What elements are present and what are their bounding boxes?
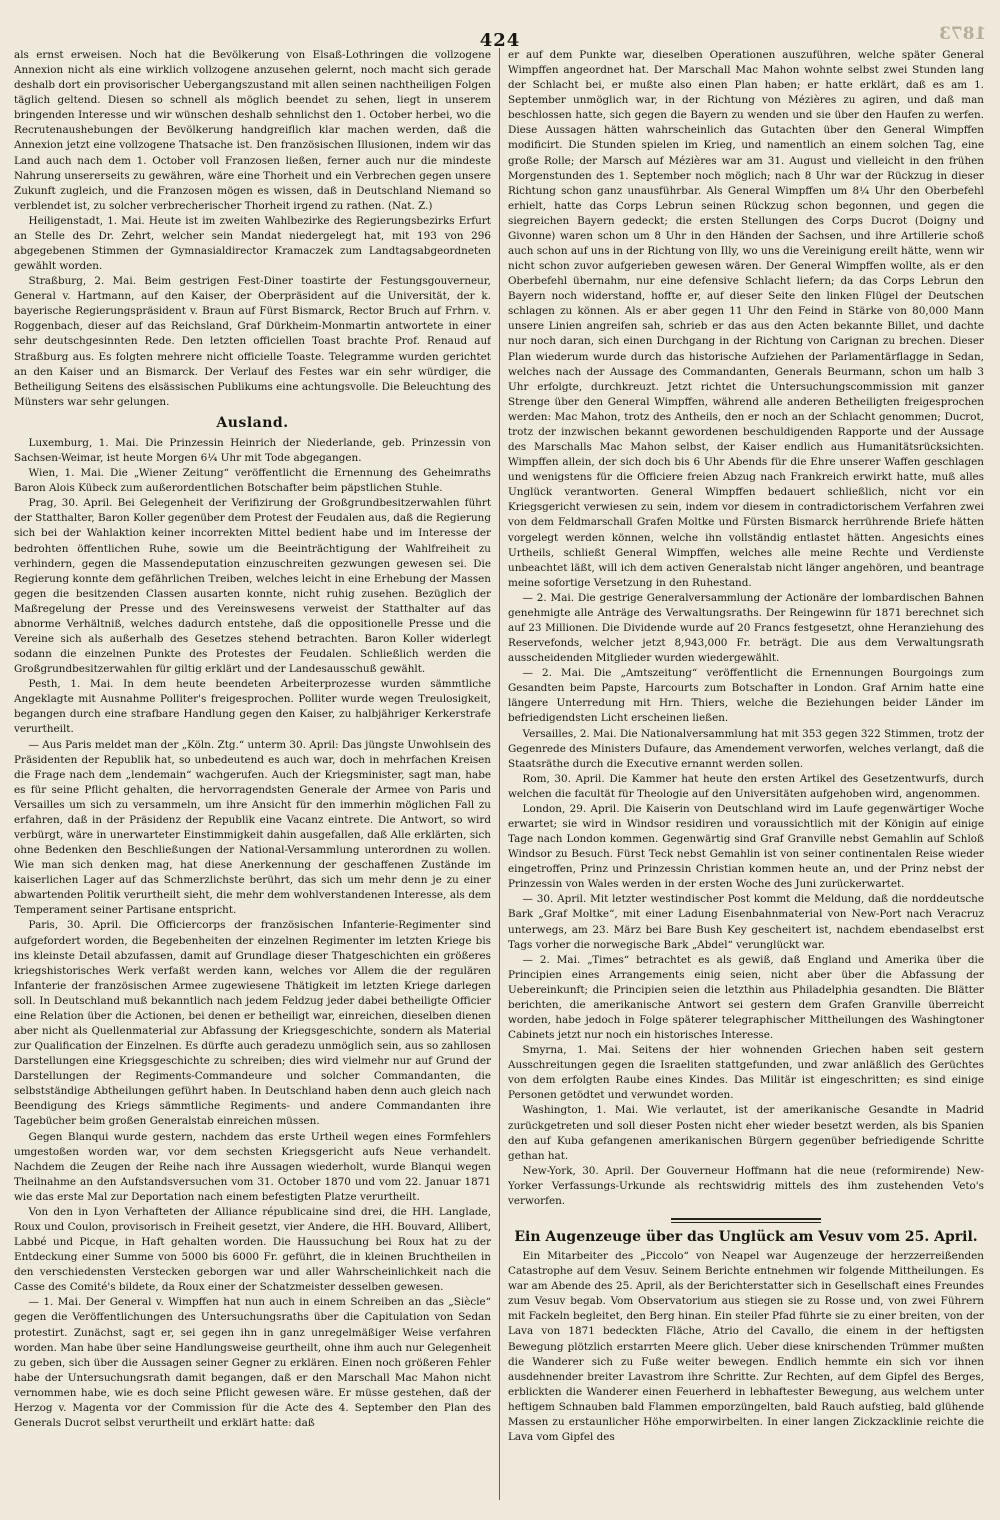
right-column	[508, 48, 984, 1500]
left-column	[14, 48, 491, 1500]
news-paragraph: Luxemburg, 1. Mai. Die Prinzessin Heinrich der Niederlande, geb. Prinzessin von Sachsen-Weimar, ist heute Morgen 6¼ Uhr mit Tode abgegangen.	[14, 436, 491, 465]
news-paragraph: Gegen Blanqui wurde gestern, nachdem das erste Urtheil wegen eines Formfehlers umgestoßen worden war, vor dem sechsten Kriegsgericht aufs Neue verhandelt. Nachdem die Zeugen der Reihe nach ihre Aussagen wiederholt, wurde Blanqui wegen Theilnahme an den Aufstandsversuchen vom 31. October 1870 und vom 22. Januar 1871 wie das erste Mal zur Deportation nach einem befestigten Platze verurtheilt.	[14, 1130, 491, 1203]
news-paragraph: Prag, 30. April. Bei Gelegenheit der Verifizirung der Großgrundbesitzerwahlen führt der Statthalter, Baron Koller gegenüber dem Protest der Feudalen aus, daß die Regierung sich bei der Wahlaktion keiner incorrekten Mittel bedient habe und im Interesse der bedrohten öffentlichen Ruhe, sowie um die Beeinträchtigung der Wahlfreiheit zu verhindern, gegen die Massendeputation einzuschreiten gezwungen gewesen sei. Die Regierung konnte dem gefährlichen Treiben, welches leicht in eine Erhebung der Massen gegen die besitzenden Classen ausarten konnte, nicht ruhig zusehen. Bezüglich der Maßregelung der Presse und des Vereinswesens verweist der Statthalter auf das abnorme Verhältniß, welches dadurch entstehe, daß die oppositionelle Presse und die Vereine sich als außerhalb des Gesetzes stehend betrachten. Baron Koller widerlegt sodann die einzelnen Punkte des Protestes der Feudalen. Schließlich werden die Großgrundbesitzerwahlen für giltig erklärt und der Landesausschuß gewählt.	[14, 497, 491, 676]
news-paragraph: Versailles, 2. Mai. Die Nationalversammlung hat mit 353 gegen 322 Stimmen, trotz der Gegenrede des Ministers Dufaure, das Amendement verworfen, welches verlangt, daß die Staatsräthe durch die Executive ernannt werden sollen.	[508, 727, 984, 770]
news-paragraph: Smyrna, 1. Mai. Seitens der hier wohnenden Griechen haben seit gestern Ausschreitungen gegen die Israeliten stattgefunden, und zwar anläßlich des Gerüchtes von dem erfolgten Raube eines Kindes. Das Militär ist eingeschritten; es sind einige Personen getödtet und verwundet worden.	[508, 1044, 984, 1102]
news-paragraph: Von den in Lyon Verhafteten der Alliance républicaine sind drei, die HH. Langlade, Roux und Coulon, provisorisch in Freiheit gesetzt, vier Andere, die HH. Bouvard, Allibert, Labbé und Picque, in Haft gehalten worden. Die Haussuchung bei Roux hat zu der Entdeckung einer Summe von 5000 bis 6000 Fr. geführt, die in kleinen Bruchtheilen in den verschiedensten Verstecken geborgen war und aller Wahrscheinlichkeit nach die Casse des Comité's bildete, da Roux einer der Schatzmeister desselben gewesen.	[14, 1205, 491, 1294]
news-paragraph: Wien, 1. Mai. Die „Wiener Zeitung“ veröffentlicht die Ernennung des Geheimraths Baron Alois Kübeck zum außerordentlichen Botschafter beim päpstlichen Stuhle.	[14, 467, 491, 495]
news-paragraph: Ein Mitarbeiter des „Piccolo“ von Neapel war Augenzeuge der herzzerreißenden Catastrophe auf dem Vesuv. Seinem Berichte entnehmen wir folgende Mittheilungen. Es war am Abende des 25. April, als der Berichterstatter sich in Gesellschaft eines Freundes zum Vesuv begab. Vom Observatorium aus stiegen sie zu Rosse und, von zwei Führern mit Fackeln begleitet, den Berg hinan. Ein steiler Pfad führte sie zu einer breiten, von der Lava von 1871 bedeckten Fläche, Atrio del Cavallo, die einem in der heftigsten Bewegung plötzlich erstarrten Meere glich. Ueber diese knirschenden Trümmer mußten die Wanderer sich zu Fuße weiter bewegen. Endlich hemmte ein sich vor ihnen ausdehnender breiter Lavastrom ihre Schritte. Zur Rechten, auf dem Gipfel des Berges, erblickten die Wanderer einen Feuerherd in lebhaftester Bewegung, aus welchem unter heftigem Schnauben bald Flammen emporzüngelten, bald Rauch aufstieg, bald glühende Massen zu erstaunlicher Höhe emporwirbelten. In einer langen Zickzacklinie reichte die Lava vom Gipfel des	[508, 1250, 984, 1444]
news-paragraph: London, 29. April. Die Kaiserin von Deutschland wird im Laufe gegenwärtiger Woche erwartet; sie wird in Windsor residiren und voraussichtlich mit der Königin auf einige Tage nach London kommen. Gegenwärtig sind Graf Granville nebst Gemahlin auf Schloß Windsor zu Besuch. Fürst Teck nebst Gemahlin ist von seiner continentalen Reise wieder eingetroffen, Prinz und Prinzessin Christian kommen heute an, und der Prinz nebst der Prinzessin von Wales werden in der ersten Woche des Juni zurückerwartet.	[508, 802, 984, 891]
bleed-through-text: 1873	[938, 24, 986, 44]
column-divider	[499, 48, 500, 1500]
news-paragraph: — Aus Paris meldet man der „Köln. Ztg.“ unterm 30. April: Das jüngste Unwohlsein des Präsidenten der Republik hat, so unbedeutend es auch war, doch in mehrfachen Kreisen die Frage nach dem „lendemain“ wachgerufen. Auch der Kriegsminister, sagt man, habe es für seine Pflicht gehalten, die hervorragendsten Generale der Armee von Paris und Versailles um sich zu versammeln, um ihre Ansicht für den immerhin möglichen Fall zu erfahren, daß in der Präsidenz der Republik eine Vacanz eintrete. Die Antwort, so wird verbürgt, wäre in unerwarteter Einstimmigkeit dahin ausgefallen, daß Alle erklärten, sich ohne Bedenken den Beschließungen der National-Versammlung unterordnen zu wollen. Wie man sich denken mag, hat diese Anerkennung der geschaffenen Zustände im kaiserlichen Lager auf das Schmerzlichste berührt, das sich um mehr denn je zu einer abwartenden Politik verurtheilt sieht, die mehr dem wohlverstandenen Interesse, als dem Temperament seiner Partisane entspricht.	[14, 738, 491, 917]
news-paragraph: Pesth, 1. Mai. In dem heute beendeten Arbeiterprozesse wurden sämmtliche Angeklagte mit Ausnahme Polliter's freigesprochen. Polliter wurde wegen Treulosigkeit, begangen durch eine strafbare Handlung gegen den Kaiser, zu halbjähriger Kerkerstrafe verurtheilt.	[14, 678, 491, 736]
news-paragraph: er auf dem Punkte war, dieselben Operationen auszuführen, welche später General Wimpffen angeordnet hat. Der Marschall Mac Mahon wohnte selbst zwei Stunden lang der Schlacht bei, er mußte also einen Plan haben; er hatte erklärt, daß es am 1. September unmöglich war, in der Richtung von Mézières zu agiren, und daß man beschlossen hatte, sich gegen die Bayern zu wenden und sie über den Haufen zu werfen. Diese Aussagen hätten wahrscheinlich das Gutachten über den General Wimpffen modificirt. Die Stunden spielen im Krieg, und namentlich an einem solchen Tag, eine große Rolle; der Marsch auf Mézières war am 31. August und vielleicht in den frühen Morgenstunden des 1. September noch möglich; nach 8 Uhr war der Rückzug in dieser Richtung schon ganz unausführbar. Als General Wimpffen um 8¼ Uhr den Oberbefehl erhielt, hatte das Corps Lebrun seinen Rückzug schon begonnen, und gegen die siegreichen Bayern gedeckt; die ersten Stellungen des Corps Ducrot (Doigny und Givonne) waren schon um 8 Uhr in den Händen der Sachsen, und ihre Artillerie schoß auch schon auf uns in der Richtung von Illy, wo uns die Vereinigung ereilt hätte, wenn wir nicht schon zuvor aufgerieben gewesen wären. Der General Wimpffen wollte, als er den Oberbefehl übernahm, nur eine defensive Schlacht liefern; da das Corps Lebrun den Bayern noch widerstand, hoffte er, auf dieser Seite den linken Flügel der Deutschen schlagen zu können. Als er aber gegen 11 Uhr den Feind in Stärke von 80,000 Mann unsere Linien angreifen sah, schrieb er das aus den Acten bekannte Billet, und dachte nur noch daran, sich einen Durchgang in der Richtung von Carignan zu brechen. Dieser Plan wiederum wurde durch das historische Aufziehen der Parlamentärflagge in Sedan, welches nach der Aussage des Commandanten, Generals Beurmann, schon um halb 3 Uhr erfolgte, durchkreuzt. Jetzt richtet die Untersuchungscommission mit ganzer Strenge über den General Wimpffen, während alle anderen Betheiligten freigesprochen werden: Mac Mahon, trotz des Antheils, den er noch an der Schlacht genommen; Ducrot, trotz der inzwischen bekannt gewordenen beschuldigenden Rapporte und der Aussage des Marschalls Mac Mahon selbst, der Kaiser endlich aus Humanitätsrücksichten. Wimpffen allein, der sich doch bis 6 Uhr Abends für die Ehre unserer Waffen geschlagen und wenigstens für die Officiere freien Abzug nach Frankreich erwirkt hatte, muß alles Unglück verantworten. General Wimpffen bedauert schließlich, nicht vor ein Kriegsgericht verwiesen zu sein, indem vor diesem in contradictorischem Verfahren zwei von dem Feldmarschall Grafen Moltke und Fürsten Bismarck herrührende Briefe hätten vorgelegt werden können, welche ihn vollständig entlastet hätten. Angesichts eines Urtheils, schließt General Wimpffen, welches alle meine Rechte und Verdienste unbeachtet läßt, will ich dem activen Generalstab nicht länger angehören, und beantrage meine sofortige Versetzung in den Ruhestand.	[508, 49, 984, 589]
news-paragraph: — 2. Mai. „Times“ betrachtet es als gewiß, daß England und Amerika über die Principien eines Arrangements einig seien, nicht aber über die Abfassung der Uebereinkunft; die Principien seien die letzthin aus Philadelphia gesandten. Die Blätter berichten, die amerikanische Antwort sei gestern dem Grafen Granville überreicht worden, habe jedoch in Folge späterer telegraphischer Mittheilungen des Washingtoner Cabinets jetzt nur noch ein historisches Interesse.	[508, 953, 984, 1042]
news-paragraph: Rom, 30. April. Die Kammer hat heute den ersten Artikel des Gesetzentwurfs, durch welchen die facultät für Theologie auf den Universitäten aufgehoben wird, angenommen.	[508, 772, 984, 800]
article-headline: Ein Augenzeuge über das Unglück am Vesuv vom 25. April.	[514, 1229, 978, 1246]
news-paragraph: als ernst erweisen. Noch hat die Bevölkerung von Elsaß-Lothringen die vollzogene Annexion nicht als eine wirklich vollzogene anzusehen gelernt, noch macht sich gerade deshalb dort ein provisorischer Uebergangszustand mit allen seinen nachtheiligen Folgen täglich geltend. Diesen so schnell als möglich beendet zu sehen, liegt in unserem bringenden Interesse und wir wünschen deshalb sehnlichst den 1. October herbei, wo die Recrutenaushebungen der Bevölkerung handgreiflich klar machen werden, daß die Annexion jetzt eine vollzogene Thatsache ist. Den französischen Illusionen, indem wir das Land auch nach dem 1. October voll Franzosen ließen, ferner auch nur die mindeste Nahrung unsererseits zu gewähren, wäre eine Thorheit und ein Verbrechen gegen unsere Zukunft zugleich, und die Franzosen mögen es wissen, daß in Deutschland Niemand so verblendet ist, zu solcher verbrecherischer Thorheit irgend zu rathen. (Nat. Z.)	[14, 49, 491, 212]
news-paragraph: — 30. April. Mit letzter westindischer Post kommt die Meldung, daß die norddeutsche Bark „Graf Moltke“, mit einer Ladung Eisenbahnmaterial von New-Port nach Veracruz unterwegs, am 23. März bei Bare Bush Key gescheitert ist, nachdem ebendaselbst erst Tags vorher die norwegische Bark „Abdel“ verunglückt war.	[508, 893, 984, 951]
news-paragraph: New-York, 30. April. Der Gouverneur Hoffmann hat die neue (reformirende) New-Yorker Verfassungs-Urkunde als rechtswidrig mittels des ihm zustehenden Veto's verworfen.	[508, 1164, 984, 1207]
article-separator	[671, 1218, 821, 1223]
news-paragraph: Heiligenstadt, 1. Mai. Heute ist im zweiten Wahlbezirke des Regierungsbezirks Erfurt an Stelle des Dr. Zehrt, welcher sein Mandat niedergelegt hat, mit 193 von 296 abgegebenen Stimmen der Gymnasialdirector Kramaczek zum Landtagsabgeordneten gewählt worden.	[14, 214, 491, 273]
page-number: 424	[479, 30, 521, 51]
news-paragraph: Straßburg, 2. Mai. Beim gestrigen Fest-Diner toastirte der Festungsgouverneur, General v. Hartmann, auf den Kaiser, der Oberpräsident auf die Universität, der k. bayerische Regierungspräsident v. Braun auf Fürst Bismarck, Rector Bruch auf Frhrn. v. Roggenbach, dieser auf das Reichsland, Graf Dürkheim-Monmartin antwortete in einer sehr deutschgesinnten Rede. Den letzten officiellen Toast brachte Prof. Renaud auf Straßburg aus. Es folgten mehrere nicht officielle Toaste. Telegramme wurden gerichtet an den Kaiser und an Bismarck. Der Verlauf des Festes war ein sehr würdiger, die Betheiligung Seitens des elsässischen Publikums eine achtungsvolle. Die Beleuchtung des Münsters war sehr gelungen.	[14, 275, 491, 408]
news-paragraph: — 2. Mai. Die gestrige Generalversammlung der Actionäre der lombardischen Bahnen genehmigte alle Anträge des Verwaltungsraths. Der Reingewinn für 1871 berechnet sich auf 23 Millionen. Die Dividende wurde auf 20 Francs festgesetzt, ohne Heranziehung des Reservefonds, welcher jetzt 8,943,000 Fr. beträgt. Die aus dem Verwaltungsrath ausscheidenden Mitglieder wurden wiedergewählt.	[508, 591, 984, 665]
news-paragraph: — 2. Mai. Die „Amtszeitung“ veröffentlicht die Ernennungen Bourgoings zum Gesandten beim Papste, Harcourts zum Botschafter in London. Graf Arnim hatte eine längere Unterredung mit Hrn. Thiers, welche die Beziehungen beider Länder im befriedigendsten Licht erscheinen ließen.	[508, 667, 984, 725]
news-paragraph: — 1. Mai. Der General v. Wimpffen hat nun auch in einem Schreiben an das „Siècle“ gegen die Veröffentlichungen des Untersuchungsraths über die Capitulation von Sedan protestirt. Zunächst, sagt er, sei gegen ihn in ganz unregelmäßiger Weise verfahren worden. Man habe über seine Handlungsweise geurtheilt, ohne ihm auch nur Gelegenheit zu geben, sich über die Aussagen seiner Gegner zu erklären. Einen noch größeren Fehler habe der Untersuchungsrath damit begangen, daß er den Marschall Mac Mahon nicht vernommen habe, wie es doch seine Pflicht gewesen wäre. Er müsse gestehen, daß der Herzog v. Magenta vor der Commission für die Acte des 4. September den Plan des Generals Ducrot selbst verurtheilt und erklärt hatte: daß	[14, 1296, 491, 1430]
section-heading: Ausland.	[216, 414, 289, 431]
news-paragraph: Paris, 30. April. Die Officiercorps der französischen Infanterie-Regimenter sind aufgefordert worden, die Begebenheiten der einzelnen Regimenter im letzten Kriege bis ins kleinste Detail abzufassen, damit auf Grundlage dieser Thatgeschichten ein größeres kriegshistorisches Werk verfaßt werden kann, welches vor Allem die der regulären Infanterie der französischen Armee zugewiesene Thätigkeit im letzten Kriege darlegen soll. In Deutschland muß bekanntlich nach jedem Feldzug jeder dabei betheiligte Officier eine Relation über die Actionen, bei denen er betheiligt war, einreichen, dieselben dienen aber nicht als Quellenmaterial zur Abfassung der Kriegsgeschichte, sondern als Material zur Qualification der Einzelnen. Es dürfte auch geradezu unmöglich sein, aus so zahllosen Darstellungen eine Kriegsgeschichte zu schreiben; dies wird vielmehr nur auf Grund der Darstellungen der Regiments-Commandeure und solcher Commandanten, die selbstständige Abtheilungen geführt haben. In Deutschland haben denn auch gleich nach Beendigung des Kriegs sämmtliche Regiments- und andere Commandanten ihre Tagebücher beim großen Generalstab einreichen müssen.	[14, 919, 491, 1128]
news-paragraph: Washington, 1. Mai. Wie verlautet, ist der amerikanische Gesandte in Madrid zurückgetreten und soll dieser Posten nicht eher wieder besetzt werden, als bis Spanien den auf Kuba gefangenen amerikanischen Bürgern gegenüber befriedigende Schritte gethan hat.	[508, 1104, 984, 1162]
